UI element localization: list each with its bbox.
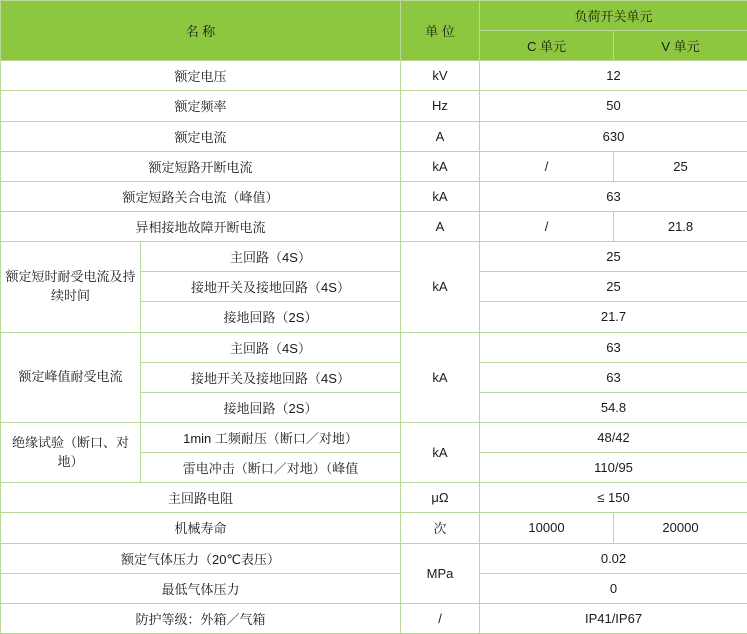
row-name: 异相接地故障开断电流 [1, 211, 401, 241]
row-value: 25 [480, 242, 747, 272]
row-name: 额定短路关合电流（峰值） [1, 181, 401, 211]
row-name: 额定频率 [1, 91, 401, 121]
group-unit: MPa [401, 543, 480, 603]
table-row [1, 422, 747, 452]
row-value: 50 [480, 91, 747, 121]
group-unit: kA [401, 242, 480, 332]
row-unit: / [401, 603, 480, 633]
row-name: 机械寿命 [1, 513, 401, 543]
row-value: 630 [480, 121, 747, 151]
row-unit: μΩ [401, 483, 480, 513]
table-header-row [1, 1, 747, 31]
table-row [1, 573, 747, 603]
table-row [1, 181, 747, 211]
row-unit: kA [401, 151, 480, 181]
row-value-v: 20000 [614, 513, 747, 543]
header-name: 名 称 [1, 1, 401, 61]
row-name: 最低气体压力 [1, 573, 401, 603]
group-sub-label: 主回路（4S） [141, 332, 401, 362]
group-sub-label: 接地开关及接地回路（4S） [141, 272, 401, 302]
table-row [1, 151, 747, 181]
group-label-insulation-test: 绝缘试验（断口、对地） [1, 422, 141, 482]
row-unit: kA [401, 181, 480, 211]
row-value: 63 [480, 362, 747, 392]
row-unit: kV [401, 61, 480, 91]
row-value: IP41/IP67 [480, 603, 747, 633]
group-sub-label: 1min 工频耐压（断口／对地） [141, 422, 401, 452]
group-label-rated-short-time-current: 额定短时耐受电流及持续时间 [1, 242, 141, 332]
row-name: 额定气体压力（20℃表压） [1, 543, 401, 573]
row-value: 54.8 [480, 392, 747, 422]
row-unit: A [401, 121, 480, 151]
row-value-c: / [480, 151, 614, 181]
row-name: 额定短路开断电流 [1, 151, 401, 181]
group-sub-label: 接地回路（2S） [141, 392, 401, 422]
header-group: 负荷开关单元 [480, 1, 747, 31]
row-name: 额定电流 [1, 121, 401, 151]
row-value-c: 10000 [480, 513, 614, 543]
row-unit: Hz [401, 91, 480, 121]
table-row [1, 332, 747, 362]
table-row [1, 543, 747, 573]
group-unit: kA [401, 332, 480, 422]
row-value-v: 25 [614, 151, 747, 181]
row-value: 25 [480, 272, 747, 302]
group-label-rated-peak-current: 额定峰值耐受电流 [1, 332, 141, 422]
table-row [1, 61, 747, 91]
row-value: 110/95 [480, 453, 747, 483]
row-value: 0.02 [480, 543, 747, 573]
row-name: 主回路电阻 [1, 483, 401, 513]
table-row [1, 603, 747, 633]
row-value: 21.7 [480, 302, 747, 332]
group-sub-label: 接地开关及接地回路（4S） [141, 362, 401, 392]
group-sub-label: 接地回路（2S） [141, 302, 401, 332]
table-row [1, 242, 747, 272]
row-name: 防护等级：外箱／气箱 [1, 603, 401, 633]
row-value: 63 [480, 332, 747, 362]
header-unit-v: V 单元 [614, 31, 747, 61]
row-unit: 次 [401, 513, 480, 543]
row-value: 12 [480, 61, 747, 91]
row-name: 额定电压 [1, 61, 401, 91]
table-row [1, 91, 747, 121]
table-row [1, 211, 747, 241]
table-row [1, 513, 747, 543]
row-value: 63 [480, 181, 747, 211]
header-unit-c: C 单元 [480, 31, 614, 61]
group-sub-label: 雷电冲击（断口／对地）（峰值 [141, 453, 401, 483]
row-value: ≤ 150 [480, 483, 747, 513]
row-value: 0 [480, 573, 747, 603]
row-value-v: 21.8 [614, 211, 747, 241]
header-unit: 单 位 [401, 1, 480, 61]
row-value: 48/42 [480, 422, 747, 452]
group-unit: kA [401, 422, 480, 482]
group-sub-label: 主回路（4S） [141, 242, 401, 272]
row-unit: A [401, 211, 480, 241]
table-row [1, 483, 747, 513]
table-row [1, 121, 747, 151]
row-value-c: / [480, 211, 614, 241]
